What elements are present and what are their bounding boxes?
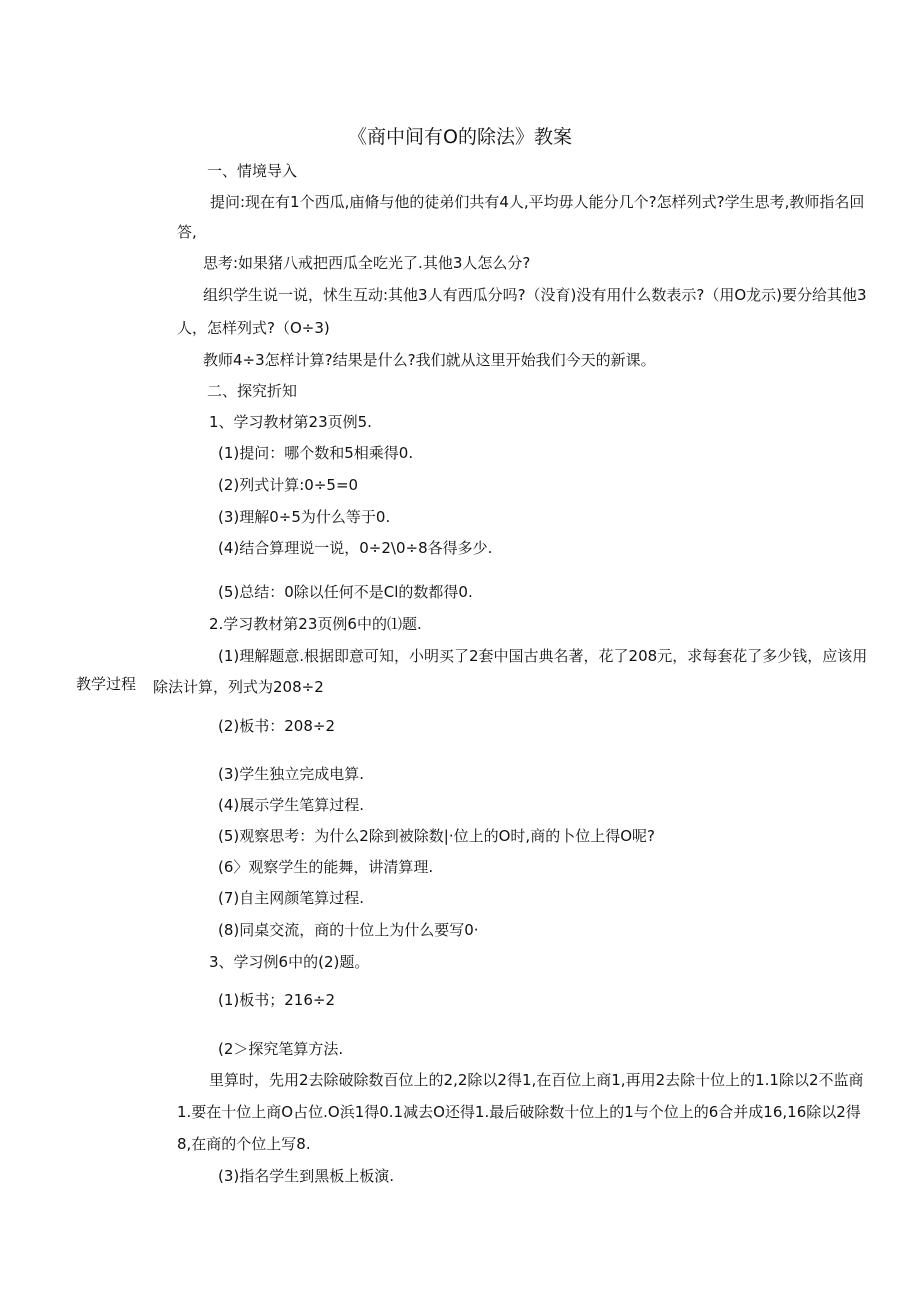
- paragraph-line: (1)理解题意.根据即意可知，小明买了2套中国古典名著，花了208元，求每套花了多少钱，应该用: [218, 647, 868, 665]
- list-item: (4)展示学生笔算过程.: [218, 796, 365, 814]
- paragraph-line: 提问:现在有1个西瓜,庙脩与他的徒弟们共有4人,平均毋人能分几个?怎样列式?学生思考,教师指名回: [210, 193, 865, 211]
- section-label-teaching-process: 教学过程: [76, 675, 137, 693]
- paragraph-line: 思考:如果猪八戒把西瓜全吃光了.其他3人怎么分?: [203, 254, 531, 272]
- list-item: (3)理解0÷5为什么等于0.: [218, 508, 391, 526]
- paragraph-line: 教师4÷3怎样计算?结果是什么?我们就从这里开始我们今天的新课。: [203, 351, 656, 369]
- list-item: (3)学生独立完成电算.: [218, 765, 365, 783]
- document-title: 《商中间有O的除法》教案: [348, 126, 572, 148]
- paragraph-line: 答,: [177, 223, 197, 241]
- list-item: (7)自主网颜笔算过程.: [218, 889, 365, 907]
- heading-explore: 二、探究折知: [207, 382, 298, 400]
- list-item: (3)指名学生到黑板上板演.: [218, 1167, 395, 1185]
- list-item: (2)列式计算:0÷5=0: [218, 476, 359, 494]
- list-item: (4)结合算理说一说，0÷2\0÷8各得多少.: [218, 539, 493, 557]
- list-item: 2.学习教材第23页例6中的⑴题.: [209, 615, 422, 633]
- list-item: (2＞探究笔算方法.: [218, 1040, 344, 1058]
- paragraph-line: 人，怎样列式?（O÷3): [177, 319, 330, 337]
- list-item: (1)提问：哪个数和5相乘得0.: [218, 444, 414, 462]
- list-item: (2)板书：208÷2: [218, 717, 335, 735]
- list-item: (6〉观察学生的能舞，讲清算理.: [218, 858, 434, 876]
- list-item: (1)板书；216÷2: [218, 991, 335, 1009]
- list-item: 3、学习例6中的(2)题。: [209, 953, 370, 971]
- list-item: 1、学习教材第23页例5.: [209, 413, 372, 431]
- paragraph-line: 8,在商的个位上写8.: [177, 1135, 311, 1153]
- paragraph-line: 1.要在十位上商O占位.O浜1得0.1减去O还得1.最后破除数十位上的1与个位上的6合并成16,16除以2得: [177, 1103, 861, 1121]
- paragraph-line: 组织学生说一说，怵生互动:其他3人有西瓜分吗?（没育)没有用什么数表示?（用O龙示)要分给其他3: [203, 286, 867, 304]
- list-item: (5)观察思考：为什么2除到被除数|·位上的O时,商的卜位上得O呢?: [218, 827, 655, 845]
- list-item: (5)总结：0除以任何不是Cl的数都得0.: [218, 583, 473, 601]
- paragraph-line: 除法计算，列式为208÷2: [153, 678, 324, 696]
- list-item: (8)同桌交流，商的十位上为什么要写0·: [218, 921, 479, 939]
- heading-situation-intro: 一、情境导入: [207, 162, 298, 180]
- paragraph-line: 里算时，先用2去除破除数百位上的2,2除以2得1,在百位上商1,再用2去除十位上的1.1除以2不监商: [209, 1071, 864, 1089]
